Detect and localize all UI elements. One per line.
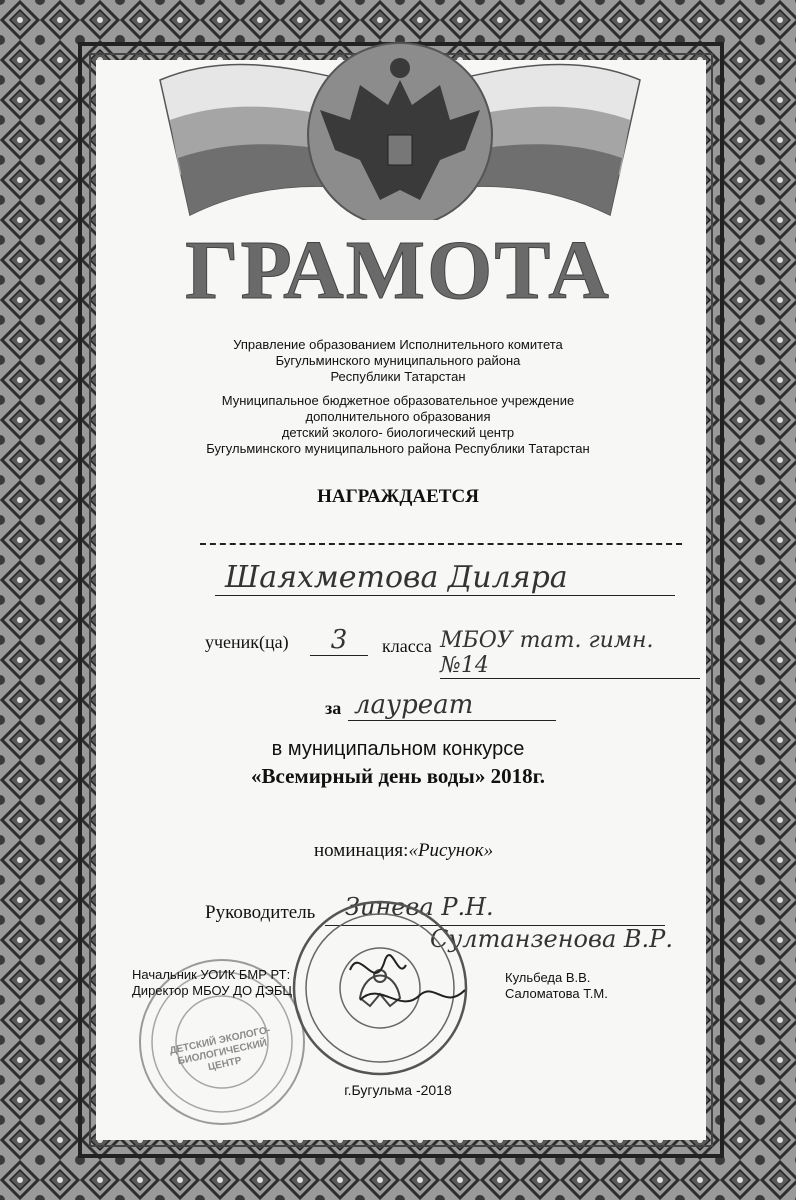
- officials-titles: [132, 967, 292, 999]
- supervisor-label: Руководитель: [205, 902, 316, 923]
- official-1-name: Кульбеда В.В.: [505, 970, 591, 985]
- issuer-line-1: Управление образованием Исполнительного комитета: [233, 337, 563, 352]
- for-label: за: [325, 698, 342, 718]
- awarded-heading: НАГРАЖДАЕТСЯ: [317, 486, 479, 507]
- student-label: ученик(ца): [205, 632, 289, 652]
- achievement-value: лауреат: [348, 690, 556, 721]
- contest-line: в муниципальном конкурсе: [271, 738, 525, 760]
- class-label: класса: [382, 636, 432, 656]
- institution-line-2: дополнительного образования: [305, 409, 491, 424]
- place-year: г.Бугульма -2018: [344, 1082, 452, 1098]
- institution-block: [0, 393, 796, 457]
- supervisor-name-2: Султанзенова В.Р.: [430, 925, 673, 953]
- issuer-block: [0, 337, 796, 385]
- stamp-text: ДЕТСКИЙ ЭКОЛОГО-БИОЛОГИЧЕСКИЙ ЦЕНТР: [168, 1024, 272, 1074]
- nomination-row: [314, 840, 493, 862]
- recipient-name: Шаяхметова Диляра: [215, 560, 675, 596]
- issuer-line-3: Республики Татарстан: [330, 369, 466, 384]
- nomination-label: номинация:: [314, 840, 409, 861]
- handwritten-signature: [340, 940, 470, 1030]
- official-1-title: Начальник УОИК БМР РТ:: [132, 967, 291, 982]
- nomination-value: «Рисунок»: [408, 840, 494, 861]
- supervisor-name-1: Зинева Р.Н.: [345, 893, 494, 921]
- issuer-line-2: Бугульминского муниципального района: [275, 353, 521, 368]
- certificate-title: ГРАМОТА: [185, 224, 611, 317]
- contest-name: «Всемирный день воды» 2018г.: [250, 764, 545, 788]
- institution-line-3: детский эколого- биологический центр: [281, 425, 515, 440]
- school-value: МБОУ тат. гимн. №14: [440, 628, 700, 679]
- official-2-title: Директор МБОУ ДО ДЭБЦ: [132, 983, 292, 998]
- officials-names: [505, 970, 608, 1002]
- institution-line-4: Бугульминского муниципального района Республики Татарстан: [206, 441, 590, 456]
- dashed-divider: [200, 543, 682, 545]
- official-2-name: Саломатова Т.М.: [505, 986, 608, 1001]
- grade-value: 3: [310, 625, 368, 656]
- flag-ribbon-emblem: [150, 40, 650, 220]
- institution-line-1: Муниципальное бюджетное образовательное учреждение: [221, 393, 575, 408]
